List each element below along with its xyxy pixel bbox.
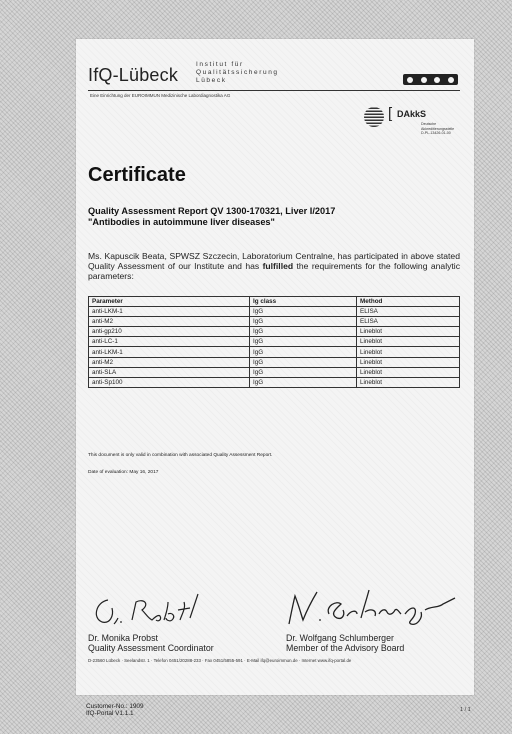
method-cell: Lineblot: [357, 357, 460, 367]
table-row: [89, 357, 460, 367]
portal-version: IfQ-Portal V1.1.1: [86, 710, 134, 717]
table-header-row: [89, 297, 460, 307]
method-cell: Lineblot: [357, 327, 460, 337]
column-header-method: Method: [357, 297, 460, 307]
method-cell: Lineblot: [357, 347, 460, 357]
signature-schlumberger: [281, 584, 466, 630]
ig-class-cell: IgG: [250, 327, 357, 337]
ig-class-cell: IgG: [250, 337, 357, 347]
dakks-name: DAkkS: [397, 109, 427, 119]
table-row: [89, 317, 460, 327]
customer-info: [86, 703, 144, 717]
report-line-1: Quality Assessment Report QV 1300-170321, Liver I/2017: [88, 206, 336, 216]
table-row: [89, 377, 460, 387]
table-row: [89, 347, 460, 357]
certificate-page: [76, 39, 474, 695]
table-row: [89, 337, 460, 347]
statement-part-1: Ms. Kapuscik Beata, SPWSZ Szczecin, Laboratorium Centralne, has participated in above stated Quality Assessment of our Institute and has: [88, 251, 460, 271]
signatory-1-name: Dr. Monika Probst: [88, 633, 158, 643]
method-cell: ELISA: [357, 307, 460, 317]
page-number: 1 / 1: [460, 707, 471, 713]
parameter-cell: anti-M2: [89, 357, 250, 367]
statement-emphasis: fulfilled: [262, 261, 294, 271]
report-line-2: "Antibodies in autoimmune liver diseases": [88, 217, 275, 227]
signatory-1: [88, 633, 214, 653]
column-header-parameter: Parameter: [89, 297, 250, 307]
method-cell: Lineblot: [357, 377, 460, 387]
ig-class-cell: IgG: [250, 357, 357, 367]
parameter-cell: anti-LC-1: [89, 337, 250, 347]
institute-name: Institut für Qualitätssicherung Lübeck: [196, 61, 279, 84]
column-header-ig-class: Ig class: [250, 297, 357, 307]
table-row: [89, 307, 460, 317]
ig-class-cell: IgG: [250, 377, 357, 387]
bracket-icon: [: [388, 105, 393, 122]
parameter-cell: anti-LKM-1: [89, 347, 250, 357]
contact-footer: D-23560 Lübeck · Seelandstr. 1 · Telefon 0451/20288-233 · Fax 0451/5855-591 · E-Mail ifq@euroimmun.de · Internet www.ifq-portal.de: [88, 658, 352, 663]
euroimmun-logo-icon: [403, 74, 458, 85]
evaluation-date: Date of evaluation: May 16, 2017: [88, 470, 159, 475]
ig-class-cell: IgG: [250, 307, 357, 317]
ig-class-cell: IgG: [250, 367, 357, 377]
method-cell: Lineblot: [357, 367, 460, 377]
participation-statement: [88, 251, 460, 281]
dakks-subtext: Deutsche Akkreditierungsstelle D-PL-13426-01-00: [421, 122, 455, 136]
certificate-title: Certificate: [88, 164, 186, 186]
signatory-2-name: Dr. Wolfgang Schlumberger: [286, 633, 394, 643]
dakks-accreditation-badge: [364, 105, 458, 143]
table-row: [89, 327, 460, 337]
ig-class-cell: IgG: [250, 317, 357, 327]
parameter-cell: anti-gp210: [89, 327, 250, 337]
globe-icon: [364, 107, 384, 127]
customer-number: Customer-No.: 1909: [86, 703, 144, 710]
method-cell: ELISA: [357, 317, 460, 327]
statement-part-2: the requirements for the following analytic parameters:: [88, 261, 461, 281]
parameter-cell: anti-SLA: [89, 367, 250, 377]
signature-probst: [86, 584, 226, 630]
parameters-table: [88, 296, 460, 388]
signatory-2-role: Member of the Advisory Board: [286, 643, 405, 653]
report-heading: [88, 206, 335, 228]
ig-class-cell: IgG: [250, 347, 357, 357]
signatory-2: [286, 633, 404, 653]
parameter-cell: anti-Sp100: [89, 377, 250, 387]
ifq-logo-text: IfQ-Lübeck: [88, 65, 179, 85]
method-cell: Lineblot: [357, 337, 460, 347]
header-rule: [88, 90, 460, 91]
header-subnote: Eine Einrichtung der EUROIMMUN Medizinische Labordiagnostika AG: [90, 93, 231, 98]
parameter-cell: anti-LKM-1: [89, 307, 250, 317]
validity-note: This document is only valid in combination with associated Quality Assessment Report.: [88, 453, 273, 458]
table-row: [89, 367, 460, 377]
signatory-1-role: Quality Assessment Coordinator: [88, 643, 214, 653]
parameter-cell: anti-M2: [89, 317, 250, 327]
